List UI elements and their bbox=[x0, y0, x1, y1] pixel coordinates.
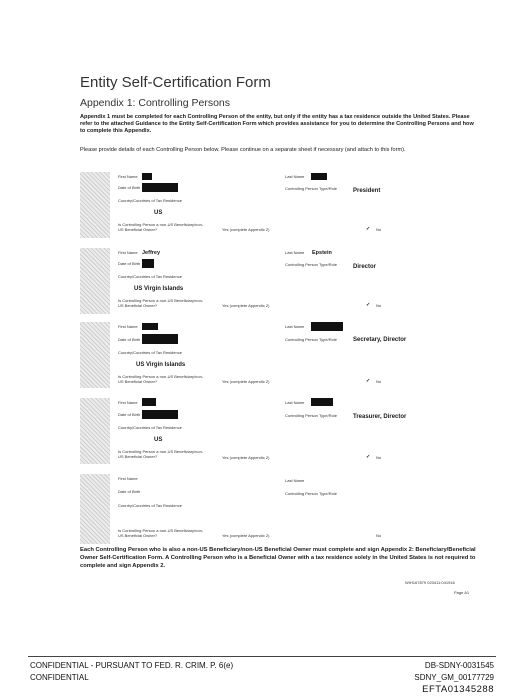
countries-label: Country/Countries of Tax Residence bbox=[118, 425, 182, 430]
dob-label: Date of Birth bbox=[118, 261, 141, 266]
footer-divider bbox=[28, 656, 496, 657]
role-label: Controlling Person Type/Role bbox=[285, 491, 337, 496]
answer-value: No bbox=[376, 227, 382, 232]
dob-label: Date of Birth bbox=[118, 412, 141, 417]
role-label: Controlling Person Type/Role bbox=[285, 413, 337, 418]
first-name-label: First Name bbox=[118, 476, 138, 481]
role-value: Director bbox=[353, 264, 377, 270]
no-option: No bbox=[376, 533, 382, 538]
confidential-notice: CONFIDENTIAL - PURSUANT TO FED. R. CRIM. P. 6(e) bbox=[30, 661, 234, 670]
last-name-label: Last Name bbox=[285, 324, 305, 329]
question-label: Is Controlling Person a non-US Beneficiary/non-US Beneficial Owner? bbox=[118, 449, 204, 459]
answer-value: No bbox=[376, 303, 382, 308]
redaction-block bbox=[311, 398, 333, 406]
yes-option: Yes (complete Appendix 2) bbox=[222, 533, 270, 538]
dob-label: Date of Birth bbox=[118, 489, 141, 494]
role-value: Secretary, Director bbox=[353, 337, 407, 343]
form-reference: WIH167879 023411:041918 bbox=[405, 580, 455, 585]
redaction-block bbox=[142, 173, 152, 180]
yes-option: Yes (complete Appendix 2) bbox=[222, 227, 270, 232]
countries-label: Country/Countries of Tax Residence bbox=[118, 198, 182, 203]
first-name-value: Jeffrey bbox=[142, 250, 161, 256]
appendix2-note: Each Controlling Person who is also a non-US Beneficiary/non-US Beneficial Owner must complete and sign Appendix 2: Beneficiary/Beneficial Owner Self-Certification Form. A Controlling Person who is a Beneficial Owner with a tax residence solely in the United States is not required to complete and sign Appendix 2. bbox=[80, 547, 476, 569]
role-value: President bbox=[353, 188, 381, 194]
question-label: Is Controlling Person a non-US Beneficiary/non-US Beneficial Owner? bbox=[118, 374, 204, 384]
redaction-block bbox=[311, 322, 343, 331]
last-name-label: Last Name bbox=[285, 250, 305, 255]
shaded-margin bbox=[80, 398, 110, 464]
check-icon: ✓ bbox=[366, 454, 371, 460]
redaction-block bbox=[142, 398, 156, 406]
last-name-label: Last Name bbox=[285, 400, 305, 405]
answer-value: No bbox=[376, 379, 382, 384]
redaction-block bbox=[142, 183, 178, 192]
last-name-value: Epstein bbox=[312, 250, 332, 256]
confidential-label: CONFIDENTIAL bbox=[30, 673, 89, 682]
redaction-block bbox=[142, 259, 154, 268]
controlling-person-4 bbox=[80, 398, 480, 464]
controlling-person-3 bbox=[80, 322, 480, 388]
first-name-label: First Name bbox=[118, 324, 138, 329]
first-name-label: First Name bbox=[118, 250, 138, 255]
check-icon: ✓ bbox=[366, 226, 371, 232]
redaction-block bbox=[142, 410, 178, 419]
country-value: US bbox=[154, 210, 163, 216]
appendix-subtitle: Appendix 1: Controlling Persons bbox=[80, 97, 231, 109]
country-value: US Virgin Islands bbox=[134, 286, 184, 292]
bates-number-1: DB-SDNY-0031545 bbox=[424, 661, 494, 670]
role-label: Controlling Person Type/Role bbox=[285, 186, 337, 191]
countries-label: Country/Countries of Tax Residence bbox=[118, 350, 182, 355]
yes-option: Yes (complete Appendix 2) bbox=[222, 379, 270, 384]
dob-label: Date of Birth bbox=[118, 337, 141, 342]
country-value: US Virgin Islands bbox=[136, 362, 186, 368]
shaded-margin bbox=[80, 172, 110, 238]
last-name-label: Last Name bbox=[285, 478, 305, 483]
check-icon: ✓ bbox=[366, 302, 371, 308]
last-name-label: Last Name bbox=[285, 174, 305, 179]
question-label: Is Controlling Person a non-US Beneficiary/non-US Beneficial Owner? bbox=[118, 222, 204, 232]
yes-option: Yes (complete Appendix 2) bbox=[222, 455, 270, 460]
bates-number-2: SDNY_GM_00177729 bbox=[414, 673, 494, 682]
first-name-label: First Name bbox=[118, 174, 138, 179]
first-name-label: First Name bbox=[118, 400, 138, 405]
form-title: Entity Self-Certification Form bbox=[80, 74, 271, 91]
shaded-margin bbox=[80, 248, 110, 314]
bates-number-3: EFTA01345288 bbox=[422, 684, 494, 695]
redaction-block bbox=[142, 323, 158, 330]
intro-note: Please provide details of each Controlling Person below. Please continue on a separate sheet if necessary (and attach to this form). bbox=[80, 147, 406, 153]
redaction-block bbox=[311, 173, 327, 180]
countries-label: Country/Countries of Tax Residence bbox=[118, 503, 182, 508]
controlling-person-5 bbox=[80, 474, 480, 544]
page-number: Page A1 bbox=[454, 590, 470, 595]
shaded-margin bbox=[80, 474, 110, 544]
dob-label: Date of Birth bbox=[118, 185, 141, 190]
role-label: Controlling Person Type/Role bbox=[285, 337, 337, 342]
controlling-person-1 bbox=[80, 172, 480, 238]
redaction-block bbox=[142, 334, 178, 344]
intro-instructions: Appendix 1 must be completed for each Controlling Person of the entity, but only if the entity has a tax residence outside the United States. Please refer to the attached Guidance to the Entity Self-Certification Form which provides assistance for you to determine the Controlling Persons and how to complete this Appendix. bbox=[80, 114, 474, 134]
role-label: Controlling Person Type/Role bbox=[285, 262, 337, 267]
shaded-margin bbox=[80, 322, 110, 388]
question-label: Is Controlling Person a non-US Beneficiary/non-US Beneficial Owner? bbox=[118, 528, 204, 538]
question-label: Is Controlling Person a non-US Beneficiary/non-US Beneficial Owner? bbox=[118, 298, 204, 308]
country-value: US bbox=[154, 437, 163, 443]
role-value: Treasurer, Director bbox=[353, 414, 407, 420]
controlling-person-2 bbox=[80, 248, 480, 314]
yes-option: Yes (complete Appendix 2) bbox=[222, 303, 270, 308]
answer-value: No bbox=[376, 455, 382, 460]
countries-label: Country/Countries of Tax Residence bbox=[118, 274, 182, 279]
check-icon: ✓ bbox=[366, 378, 371, 384]
